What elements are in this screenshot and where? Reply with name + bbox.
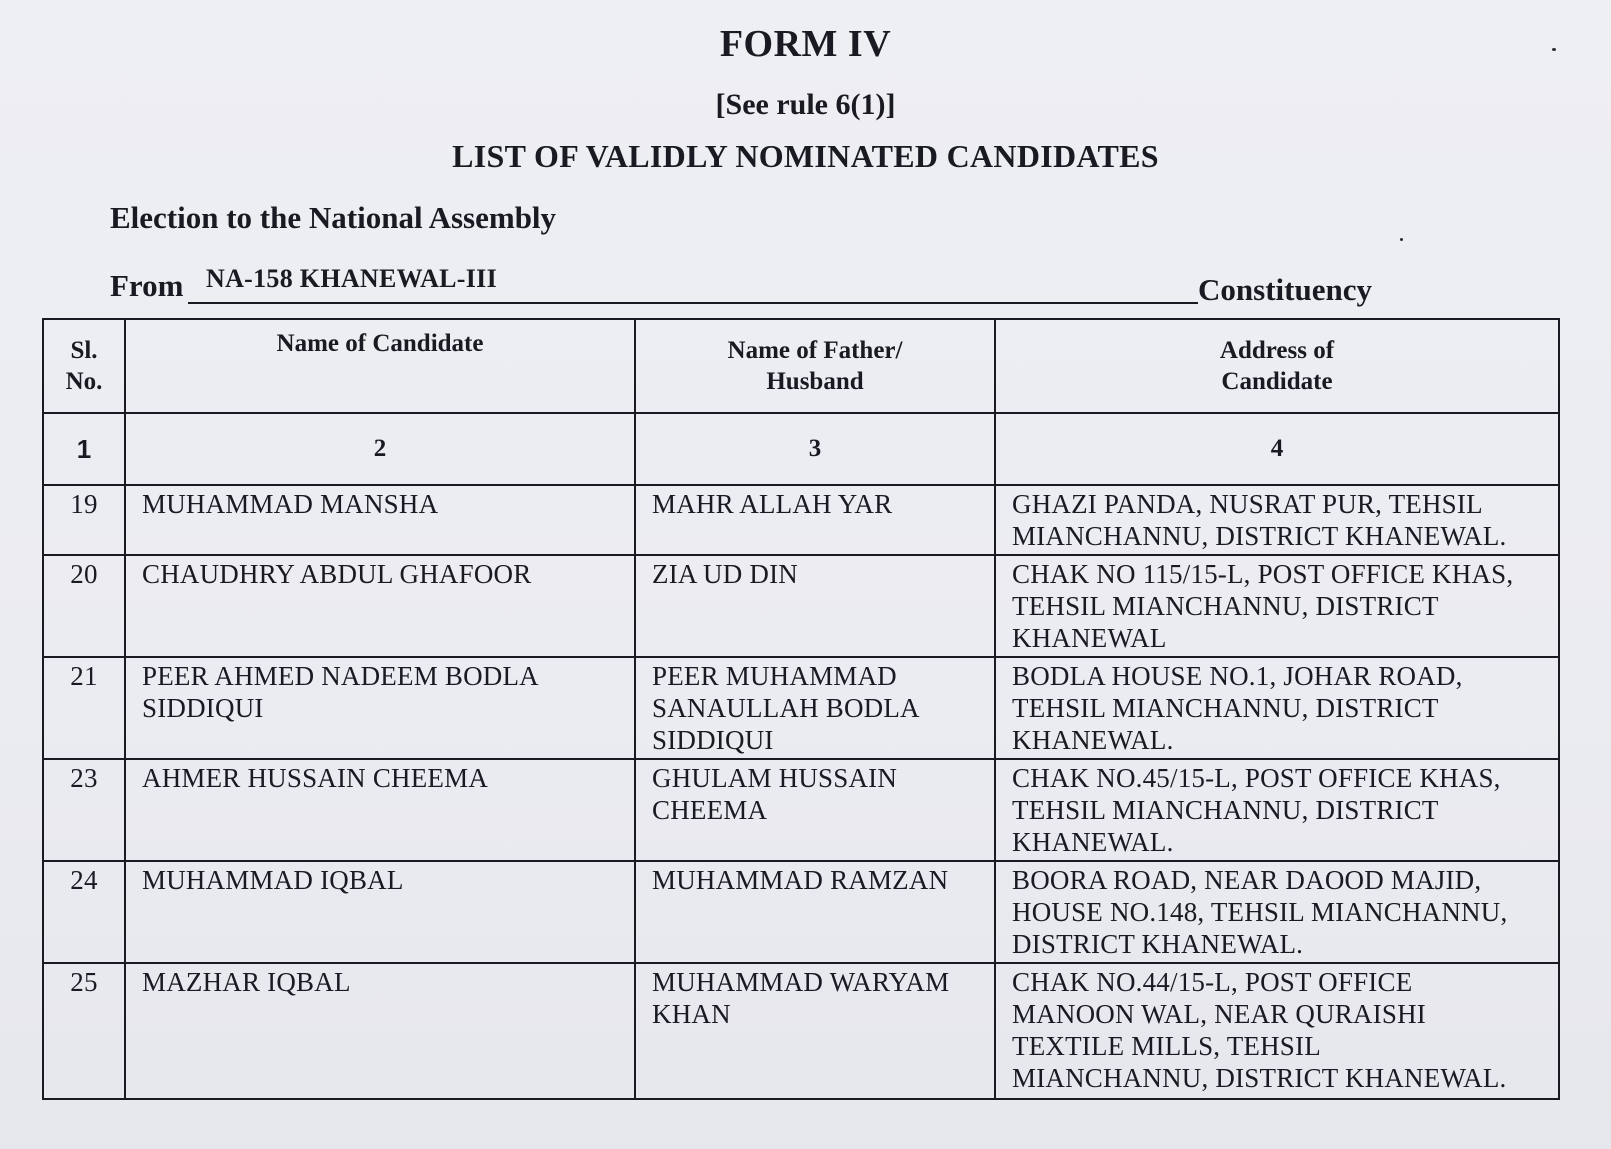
text-line: MUHAMMAD RAMZAN [652, 865, 949, 895]
header-line: Name of Father/ [727, 336, 903, 364]
father-husband-name [635, 555, 995, 657]
header-line: Husband [766, 368, 864, 395]
text-line: GHULAM HUSSAIN [652, 763, 898, 793]
text-line: TEHSIL MIANCHANNU, DISTRICT [1012, 693, 1439, 723]
header-line: Candidate [1221, 368, 1333, 395]
text-line: MIANCHANNU, DISTRICT KHANEWAL. [1012, 1063, 1507, 1093]
candidate-address [995, 657, 1559, 759]
father-husband-name [635, 485, 995, 555]
column-number: 4 [995, 413, 1559, 485]
table-row [43, 657, 1559, 759]
text-line: CHAK NO.45/15-L, POST OFFICE KHAS, [1012, 763, 1501, 793]
text-line: TEHSIL MIANCHANNU, DISTRICT [1012, 795, 1439, 825]
header-line: Name of Candidate [276, 330, 484, 357]
father-husband-name [635, 963, 995, 1099]
text-line: MAZHAR IQBAL [142, 967, 351, 997]
text-line: SIDDIQUI [142, 693, 264, 723]
text-line: BODLA HOUSE NO.1, JOHAR ROAD, [1012, 661, 1463, 691]
text-line: MUHAMMAD MANSHA [142, 489, 439, 519]
candidate-name [125, 759, 635, 861]
scan-speck [1400, 238, 1403, 241]
column-header-candidate-name [125, 319, 635, 413]
serial-number: 25 [43, 963, 125, 1099]
text-line: CHAK NO.44/15-L, POST OFFICE [1012, 967, 1413, 997]
text-line: PEER AHMED NADEEM BODLA [142, 661, 539, 691]
header-line: Sl. [70, 336, 98, 364]
candidate-name [125, 861, 635, 963]
election-heading: Election to the National Assembly [110, 200, 557, 235]
candidates-table [42, 318, 1560, 1100]
serial-number: 21 [43, 657, 125, 759]
scan-speck [1552, 48, 1556, 51]
text-line: MANOON WAL, NEAR QURAISHI [1012, 999, 1426, 1029]
candidate-name [125, 485, 635, 555]
candidate-address [995, 861, 1559, 963]
text-line: CHAUDHRY ABDUL GHAFOOR [142, 559, 532, 589]
text-line: SIDDIQUI [652, 725, 774, 755]
from-label: From [110, 268, 184, 303]
candidate-address [995, 759, 1559, 861]
candidate-address [995, 485, 1559, 555]
text-line: DISTRICT KHANEWAL. [1012, 929, 1304, 959]
rule-reference: [See rule 6(1)] [715, 88, 896, 121]
constituency-line [110, 262, 1390, 312]
serial-number: 24 [43, 861, 125, 963]
candidate-name [125, 657, 635, 759]
serial-number: 20 [43, 555, 125, 657]
column-number: 2 [125, 413, 635, 485]
candidate-address [995, 555, 1559, 657]
text-line: SANAULLAH BODLA [652, 693, 920, 723]
text-line: TEHSIL MIANCHANNU, DISTRICT [1012, 591, 1439, 621]
constituency-underline [188, 302, 1198, 304]
father-husband-name [635, 657, 995, 759]
column-header-father-husband [635, 319, 995, 413]
serial-number: 23 [43, 759, 125, 861]
text-line: TEXTILE MILLS, TEHSIL [1012, 1031, 1321, 1061]
candidate-name [125, 963, 635, 1099]
text-line: HOUSE NO.148, TEHSIL MIANCHANNU, [1012, 897, 1508, 927]
serial-number: 19 [43, 485, 125, 555]
form-title: FORM IV [719, 23, 892, 65]
candidate-name [125, 555, 635, 657]
text-line: AHMER HUSSAIN CHEEMA [142, 763, 489, 793]
text-line: KHANEWAL. [1012, 827, 1174, 857]
text-line: KHANEWAL [1012, 623, 1167, 653]
text-line: MIANCHANNU, DISTRICT KHANEWAL. [1012, 521, 1507, 551]
text-line: KHANEWAL. [1012, 725, 1174, 755]
table-header-row [43, 319, 1559, 413]
text-line: MUHAMMAD IQBAL [142, 865, 404, 895]
table-row [43, 963, 1559, 1099]
table-row [43, 861, 1559, 963]
column-number: 3 [635, 413, 995, 485]
column-header-address [995, 319, 1559, 413]
constituency-value: NA-158 KHANEWAL-III [206, 264, 498, 293]
header-line: No. [65, 368, 103, 395]
father-husband-name [635, 861, 995, 963]
constituency-label: Constituency [1198, 272, 1372, 307]
text-line: CHAK NO 115/15-L, POST OFFICE KHAS, [1012, 559, 1514, 589]
table-row [43, 555, 1559, 657]
text-line: ZIA UD DIN [652, 559, 798, 589]
column-number: 1 [43, 413, 125, 485]
candidate-address [995, 963, 1559, 1099]
text-line: KHAN [652, 999, 731, 1029]
text-line: MAHR ALLAH YAR [652, 489, 893, 519]
text-line: BOORA ROAD, NEAR DAOOD MAJID, [1012, 865, 1482, 895]
text-line: GHAZI PANDA, NUSRAT PUR, TEHSIL [1012, 489, 1483, 519]
text-line: CHEEMA [652, 795, 768, 825]
column-header-sl-no [43, 319, 125, 413]
father-husband-name [635, 759, 995, 861]
table-row [43, 485, 1559, 555]
table-row [43, 759, 1559, 861]
text-line: MUHAMMAD WARYAM [652, 967, 950, 997]
text-line: PEER MUHAMMAD [652, 661, 897, 691]
column-number-row [43, 413, 1559, 485]
header-line: Address of [1219, 336, 1335, 364]
list-title: LIST OF VALIDLY NOMINATED CANDIDATES [452, 138, 1159, 174]
